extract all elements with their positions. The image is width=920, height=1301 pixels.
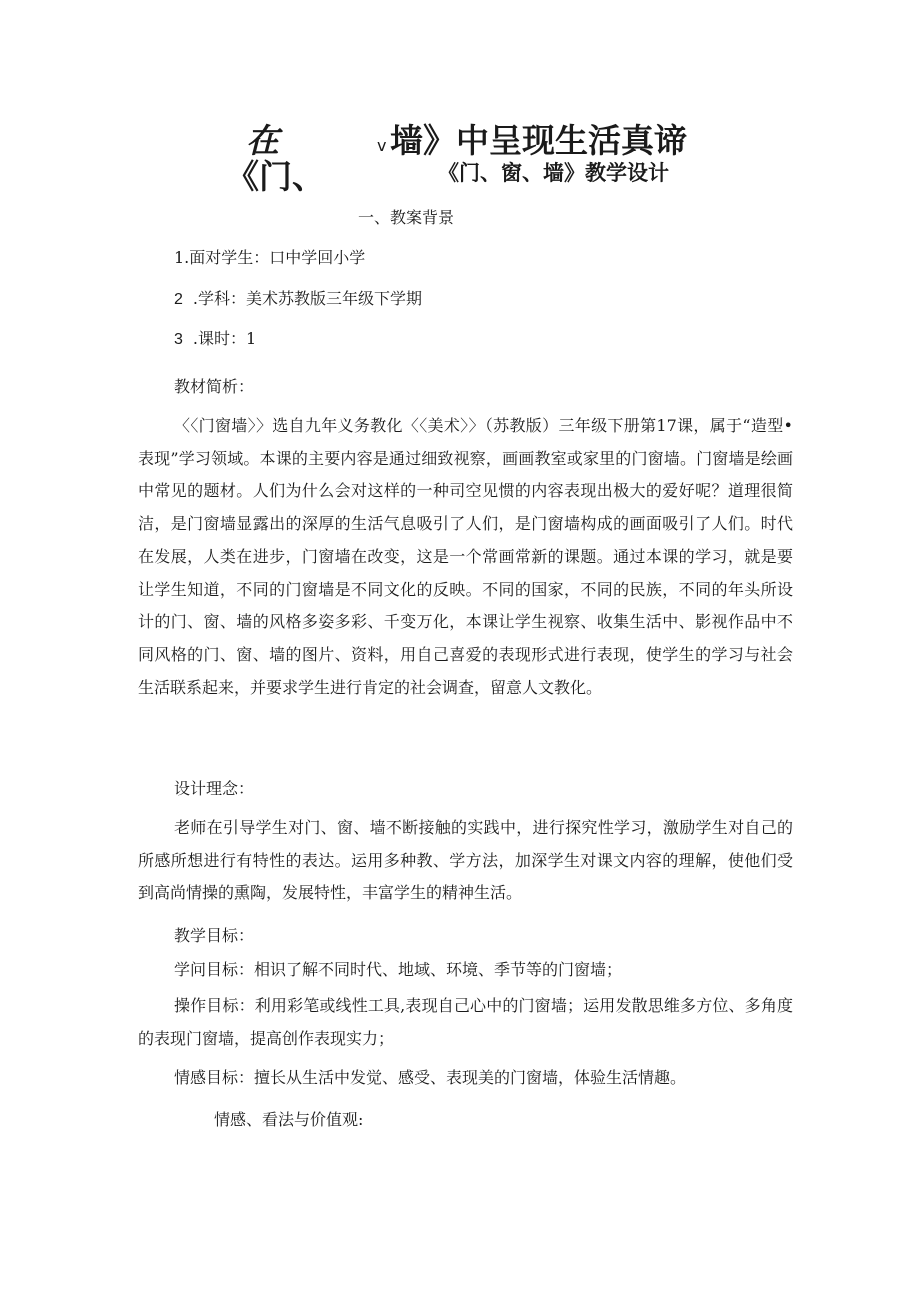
background-item-students: 1.面对学生：口中学回小学	[174, 248, 366, 267]
analysis-label: 教材简析：	[174, 377, 255, 396]
goal-knowledge: 学问目标：相识了解不同时代、地域、环境、季节等的门窗墙；	[174, 960, 623, 979]
goal-operation: 操作目标：利用彩笔或线性工具,表现自己心中的门窗墙；运用发散思维多方位、多角度的表现门窗墙，提高创作表现实力；	[138, 996, 793, 1048]
section-heading: 一、教案背景	[358, 208, 455, 227]
subtitle: 《门、窗、墙》教学设计	[438, 161, 669, 185]
background-item-periods	[174, 331, 256, 348]
title-fragment-zai: 在	[246, 121, 279, 160]
concept-label: 设计理念：	[174, 779, 255, 798]
main-title: 墙》中呈现生活真谛	[390, 121, 687, 160]
title-fragment-men: 《门、	[226, 157, 325, 196]
concept-paragraph: 老师在引导学生对门、窗、墙不断接触的实践中，进行探究性学习，激励学生对自己的所感所想进行有特性的表达。运用多种教、学方法，加深学生对课文内容的理解，使他们受到高尚情操的熏陶，发展特性，丰富学生的精神生活。	[138, 818, 793, 903]
values-label: 情感、看法与价值观:	[214, 1110, 364, 1129]
goals-label: 教学目标：	[174, 926, 255, 945]
goal-emotion: 情感目标：擅长从生活中发觉、感受、表现美的门窗墙，体验生活情趣。	[174, 1068, 687, 1087]
background-item-subject	[174, 291, 422, 308]
title-fragment-v: v	[377, 136, 387, 155]
list-text: .课时：1	[192, 329, 257, 348]
analysis-paragraph: 〈〈门窗墙〉〉选自九年义务教化〈〈美术〉〉（苏教版）三年级下册第17课，属于“造型•表现”学习领域。本课的主要内容是通过细致视察，画画教室或家里的门窗墙。门窗墙是绘画中常见的题材。人们为什么会对这样的一种司空见惯的内容表现出极大的爱好呢？道理很简洁，是门窗墙显露出的深厚的生活气息吸引了人们，是门窗墙构成的画面吸引了人们。时代在发展，人类在进步，门窗墙在改变，这是一个常画常新的课题。通过本课的学习，就是要让学生知道，不同的门窗墙是不同文化的反映。不同的国家，不同的民族，不同的年头所设计的门、窗、墙的风格多姿多彩、千变万化，本课让学生视察、收集生活中、影视作品中不同风格的门、窗、墙的图片、资料，用自己喜爱的表现形式进行表现，使学生的学习与社会生活联系起来，并要求学生进行肯定的社会调查，留意人文教化。	[138, 416, 793, 697]
list-text: .学科：美术苏教版三年级下学期	[192, 289, 422, 308]
list-number: 2	[174, 291, 183, 308]
list-number: 3	[174, 331, 183, 348]
